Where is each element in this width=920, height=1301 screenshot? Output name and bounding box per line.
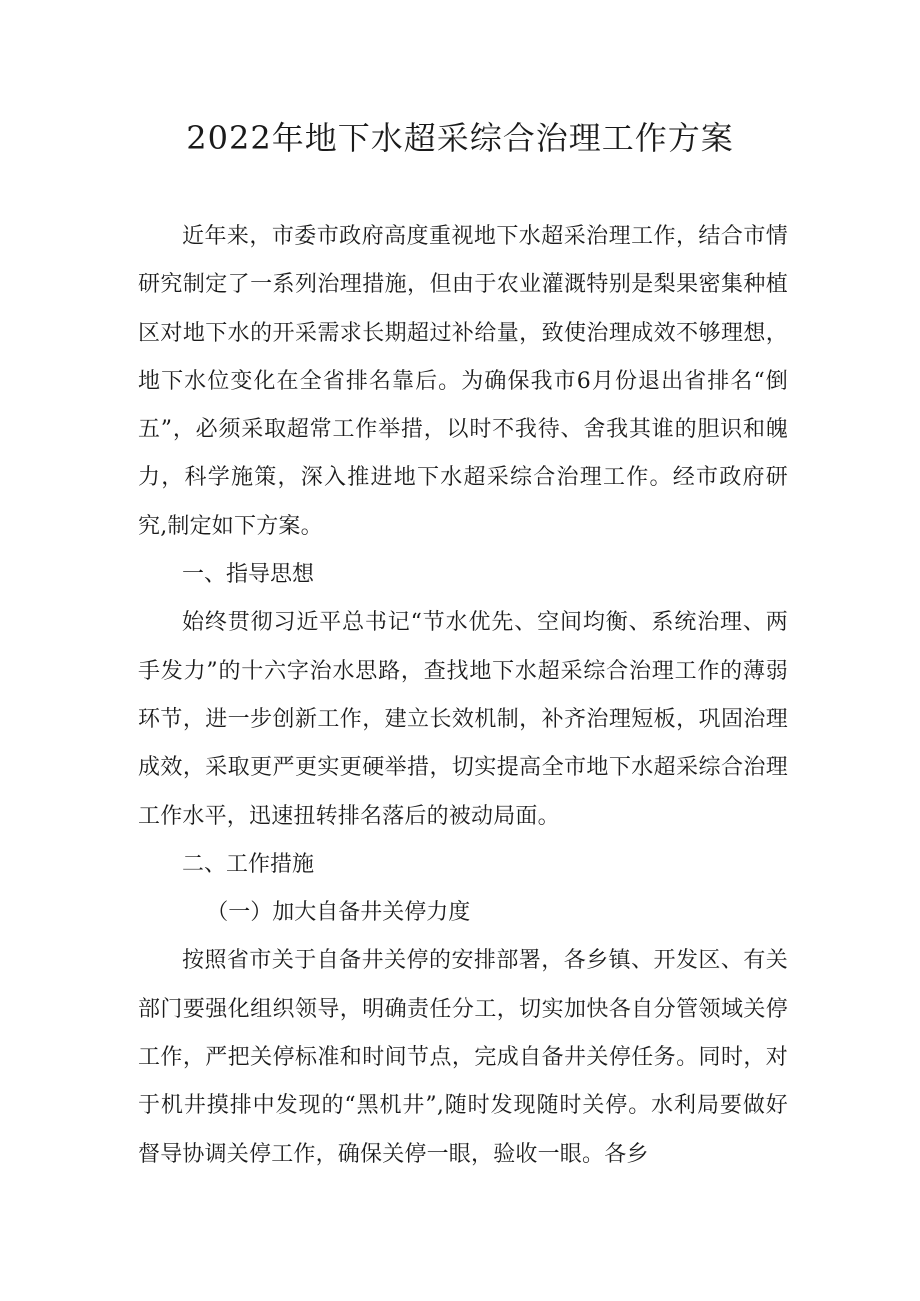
- document-body: [138, 213, 788, 1179]
- guiding-ideology-paragraph: 始终贯彻习近平总书记“节水优先、空间均衡、系统治理、两手发力”的十六字治水思路，查找地下水超采综合治理工作的薄弱环节，进一步创新工作，建立长效机制，补齐治理短板，巩固治理成效，采取更严更实更硬举措，切实提高全市地下水超采综合治理工作水平，迅速扭转排名落后的被动局面。: [138, 610, 788, 829]
- section-heading-work-measures: 二、工作措施: [182, 851, 315, 877]
- section-heading-guiding-ideology: 一、指导思想: [182, 562, 315, 588]
- well-closure-paragraph: 按照省市关于自备井关停的安排部署，各乡镇、开发区、有关部门要强化组织领导，明确责任分工，切实加快各自分管领域关停工作，严把关停标准和时间节点，完成自备井关停任务。同时，对于机井摸排中发现的“黑机井”,随时发现随时关停。水利局要做好督导协调关停工作，确保关停一眼，验收一眼。各乡: [138, 948, 788, 1167]
- subsection-heading-well-closure: （一）加大自备井关停力度: [206, 900, 471, 926]
- intro-paragraph: 近年来，市委市政府高度重视地下水超采治理工作，结合市情研究制定了一系列治理措施，但由于农业灌溉特别是梨果密集种植区对地下水的开采需求长期超过补给量，致使治理成效不够理想，地下水位变化在全省排名靠后。为确保我市6月份退出省排名“倒五”，必须采取超常工作举措，以时不我待、舍我其谁的胆识和魄力，科学施策，深入推进地下水超采综合治理工作。经市政府研究,制定如下方案。: [138, 224, 788, 539]
- document-title: 2022年地下水超采综合治理工作方案: [186, 119, 734, 157]
